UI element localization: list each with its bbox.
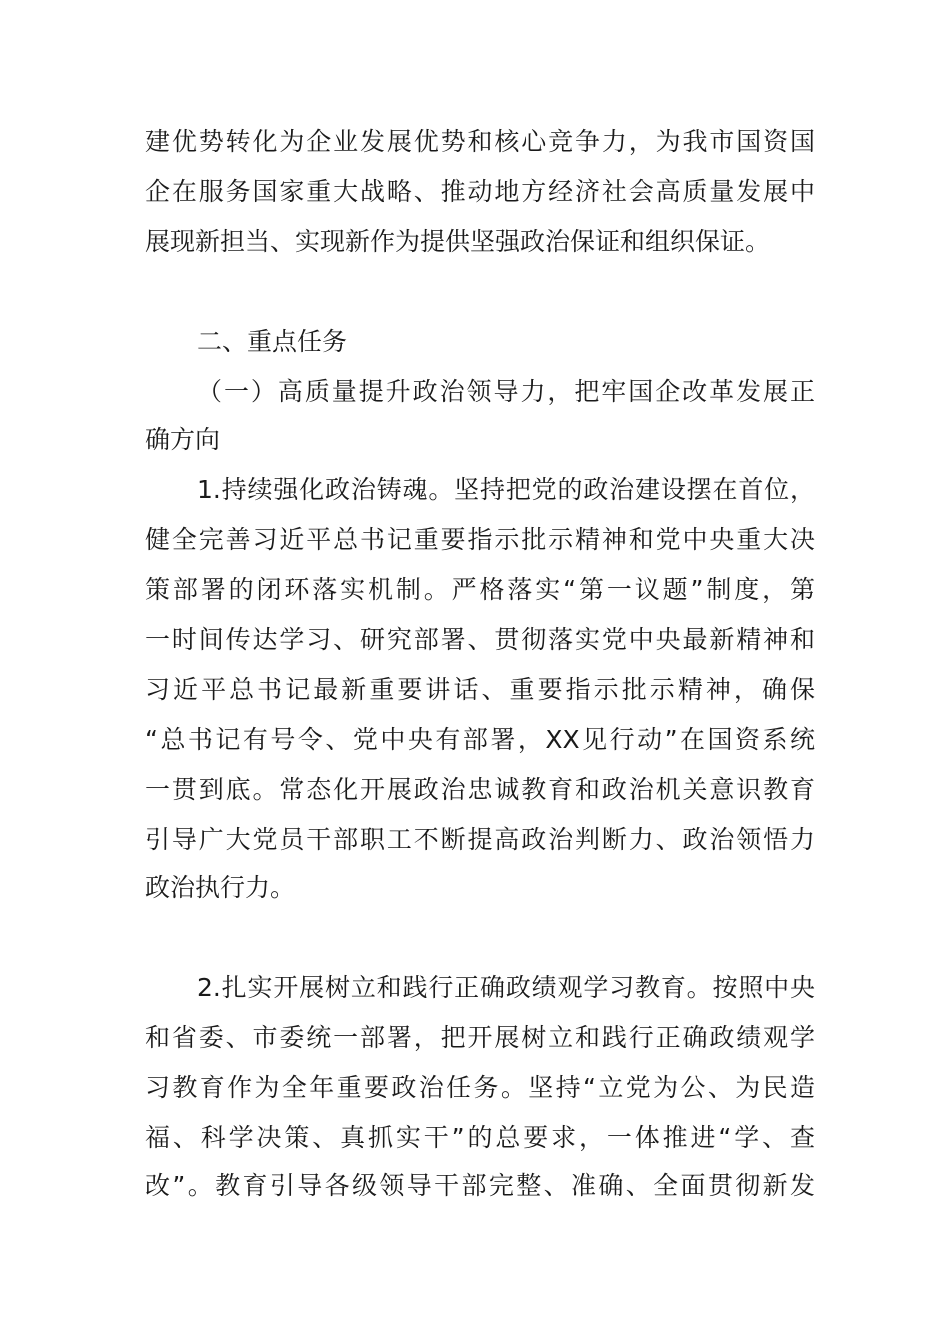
intro-line-3: 展现新担当、实现新作为提供坚强政治保证和组织保证。: [145, 227, 771, 256]
intro-line-2: 企在服务国家重大战略、推动地方经济社会高质量发展中: [145, 177, 815, 206]
item2-line-3: 习教育作为全年重要政治任务。坚持“立党为公、为民造: [145, 1073, 815, 1102]
item1-line-7: 一贯到底。常态化开展政治忠诚教育和政治机关意识教育: [145, 775, 815, 804]
item1-line-9: 政治执行力。: [145, 873, 296, 902]
item1-line-5: 习近平总书记最新重要讲话、重要指示批示精神，确保: [145, 675, 815, 704]
subsection-heading-line-2: 确方向: [145, 425, 221, 454]
item1-line-1: 1.持续强化政治铸魂。坚持把党的政治建设摆在首位，: [197, 475, 815, 504]
item2-line-4: 福、科学决策、真抓实干”的总要求，一体推进“学、查: [145, 1123, 815, 1152]
intro-line-1: 建优势转化为企业发展优势和核心竞争力，为我市国资国: [145, 127, 815, 156]
item2-line-1: 2.扎实开展树立和践行正确政绩观学习教育。按照中央: [197, 973, 815, 1002]
item2-line-2: 和省委、市委统一部署，把开展树立和践行正确政绩观学: [145, 1023, 815, 1052]
subsection-heading-line-1: （一）高质量提升政治领导力，把牢国企改革发展正: [197, 377, 815, 406]
item1-line-3: 策部署的闭环落实机制。严格落实“第一议题”制度，第: [145, 575, 815, 604]
item1-line-2: 健全完善习近平总书记重要指示批示精神和党中央重大决: [145, 525, 815, 554]
item1-line-4: 一时间传达学习、研究部署、贯彻落实党中央最新精神和: [145, 625, 815, 654]
item2-line-5: 改”。教育引导各级领导干部完整、准确、全面贯彻新发: [145, 1171, 815, 1200]
item1-line-8: 引导广大党员干部职工不断提高政治判断力、政治领悟力: [145, 825, 815, 854]
section-heading: 二、重点任务: [197, 327, 348, 356]
item1-line-6: “总书记有号令、党中央有部署，XX见行动”在国资系统: [145, 725, 815, 754]
